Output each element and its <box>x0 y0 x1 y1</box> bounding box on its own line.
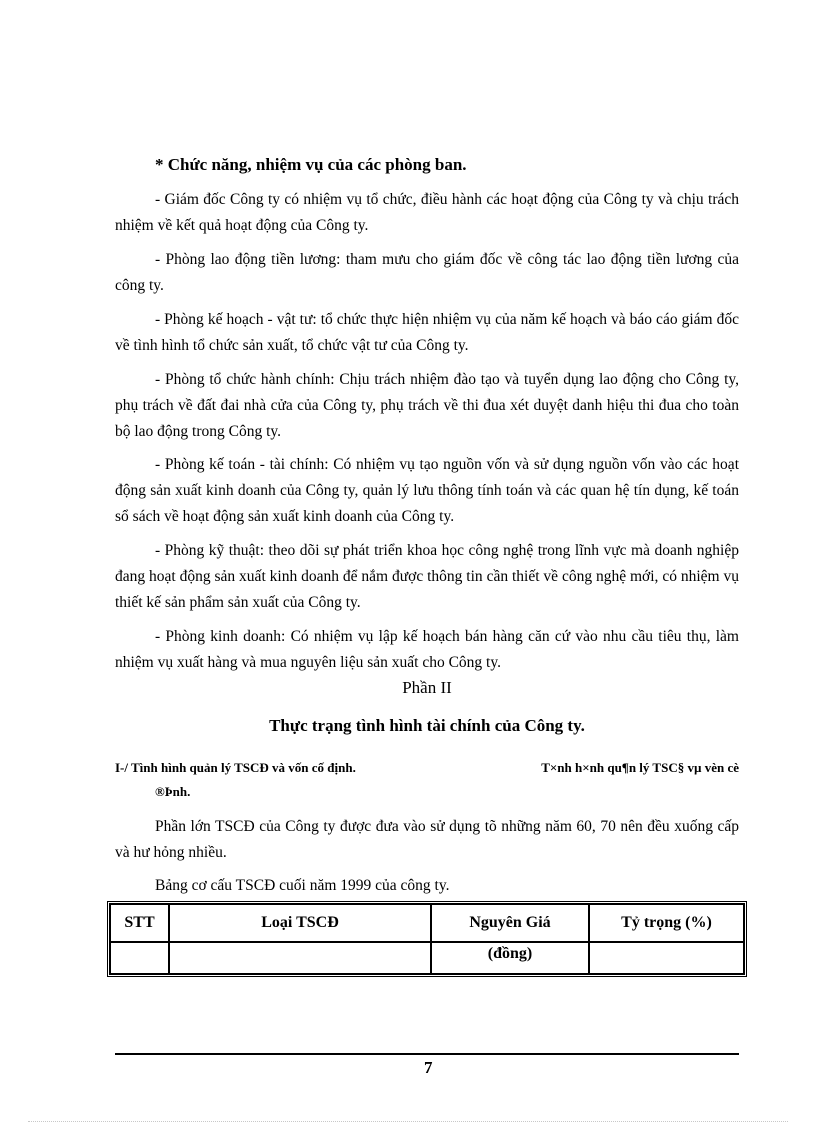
paragraph-director: - Giám đốc Công ty có nhiệm vụ tổ chức, điều hành các hoạt động của Công ty và chịu trách nhiệm về kết quả hoạt động của Công ty. <box>115 191 739 234</box>
paragraph-accounting-finance: - Phòng kế toán - tài chính: Có nhiệm vụ tạo nguồn vốn và sử dụng nguồn vốn vào các hoạt động sản xuất kinh doanh của Công ty, quản lý lưu thông tính toán và các quan hệ tín dụng, kế toán sổ sách về hoạt động sản xuất kinh doanh của Công ty. <box>115 456 739 525</box>
table-cell <box>169 942 431 974</box>
asset-structure-table <box>107 901 747 977</box>
paragraph-administration: - Phòng tổ chức hành chính: Chịu trách nhiệm đào tạo và tuyển dụng lao động cho Công ty, phụ trách về đất đai nhà cửa của Công ty, phụ trách về thi đua xét duyệt danh hiệu thi đua cho toàn bộ lao động trong Công ty. <box>115 371 739 440</box>
subsection-heading <box>115 760 739 776</box>
header-stt: STT <box>110 904 169 942</box>
table-header-row <box>110 904 744 942</box>
subsection-heading-continuation: ®Þnh. <box>155 784 191 799</box>
subsection-heading-garbled: T×nh h×nh qu¶n lý TSC§ vµ vèn cè <box>541 760 739 775</box>
table-subheader-row <box>110 942 744 974</box>
table-cell <box>110 942 169 974</box>
part-heading: Phần II <box>402 678 452 697</box>
page-number: 7 <box>424 1058 433 1077</box>
header-original-cost: Nguyên Giá <box>431 904 589 942</box>
paragraph-technical: - Phòng kỹ thuật: theo dõi sự phát triển khoa học công nghệ trong lĩnh vực mà doanh nghiệp đang hoạt động sản xuất kinh doanh để nắm được thông tin cần thiết về công nghệ mới, có nhiệm vụ thiết kế sản phẩm sản xuất của Công ty. <box>115 542 739 611</box>
header-proportion: Tỷ trọng (%) <box>589 904 744 942</box>
paragraph-planning-supplies: - Phòng kế hoạch - vật tư: tổ chức thực hiện nhiệm vụ của năm kế hoạch và báo cáo giám đốc về tình hình tổ chức sản xuất, tổ chức vật tư của Công ty. <box>115 311 739 354</box>
section-heading: * Chức năng, nhiệm vụ của các phòng ban. <box>155 155 467 174</box>
header-asset-type: Loại TSCĐ <box>169 904 431 942</box>
header-currency-unit: (đồng) <box>431 942 589 974</box>
page-bottom-dotted-line <box>28 1121 788 1122</box>
paragraph-business: - Phòng kinh doanh: Có nhiệm vụ lập kế hoạch bán hàng căn cứ vào nhu cầu tiêu thụ, làm nhiệm vụ xuất hàng và mua nguyên liệu sản xuất cho Công ty. <box>115 628 739 671</box>
footer-divider <box>115 1053 739 1055</box>
part-title: Thực trạng tình hình tài chính của Công ty. <box>269 716 585 735</box>
subsection-heading-text: I-/ Tình hình quản lý TSCĐ và vốn cố định. <box>115 760 356 775</box>
table-caption: Bảng cơ cấu TSCĐ cuối năm 1999 của công ty. <box>155 877 450 894</box>
paragraph-labor-salary: - Phòng lao động tiền lương: tham mưu cho giám đốc về công tác lao động tiền lương của công ty. <box>115 251 739 294</box>
table-cell <box>589 942 744 974</box>
paragraph-assets-intro: Phần lớn TSCĐ của Công ty được đưa vào sử dụng tõ những năm 60, 70 nên đều xuống cấp và hư hỏng nhiều. <box>115 818 739 861</box>
